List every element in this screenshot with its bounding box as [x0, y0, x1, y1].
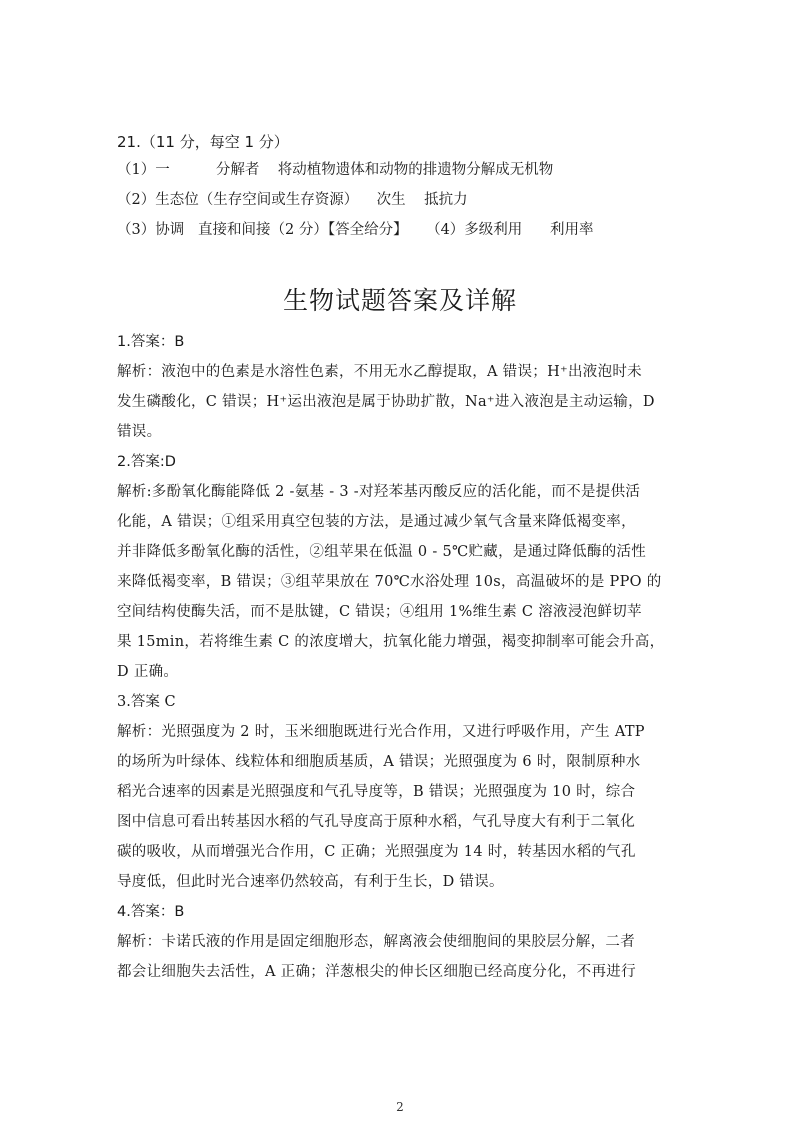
answer-1-label: 1.答案：B — [117, 334, 185, 350]
answers-body — [117, 327, 689, 987]
explanation-line: 的场所为叶绿体、线粒体和细胞质基质，A 错误；光照强度为 6 时，限制原种水 — [117, 754, 641, 770]
explanation-line: 解析：卡诺氏液的作用是固定细胞形态，解离液会使细胞间的果胶层分解，二者 — [117, 934, 635, 950]
answer-4-label: 4.答案：B — [117, 904, 185, 920]
explanation-line: 解析：液泡中的色素是水溶性色素，不用无水乙醇提取，A 错误；H⁺出液泡时未 — [117, 364, 642, 380]
answer-3-label: 3.答案 C — [117, 694, 176, 710]
answer-4-explanation — [117, 927, 689, 987]
question-21-title: 21.（11 分，每空 1 分） — [117, 133, 289, 151]
explanation-line: 图中信息可看出转基因水稻的气孔导度高于原种水稻，气孔导度大有利于二氧化 — [117, 814, 635, 830]
explanation-line: 导度低，但此时光合速率仍然较高，有利于生长，D 错误。 — [117, 874, 504, 890]
answer-2-label: 2.答案:D — [117, 454, 176, 470]
explanation-line: 果 15min，若将维生素 C 的浓度增大，抗氧化能力增强，褐变抑制率可能会升高， — [117, 634, 665, 650]
explanation-line: 碳的吸收，从而增强光合作用，C 正确；光照强度为 14 时，转基因水稻的气孔 — [117, 844, 636, 860]
page-title: 生物试题答案及详解 — [282, 286, 517, 315]
answer-1-explanation — [117, 357, 689, 447]
question-21-line-1: （1）一 分解者 将动植物遗体和动物的排遗物分解成无机物 — [117, 162, 554, 178]
explanation-line: 解析：光照强度为 2 时，玉米细胞既进行光合作用，又进行呼吸作用，产生 ATP — [117, 724, 645, 740]
explanation-line: 稻光合速率的因素是光照强度和气孔导度等，B 错误；光照强度为 10 时，综合 — [117, 784, 636, 800]
question-21-line-3: （3）协调 直接和间接（2 分）【答全给分】 （4）多级利用 利用率 — [117, 222, 594, 238]
answer-3-explanation — [117, 717, 689, 897]
explanation-line: 错误。 — [117, 424, 162, 440]
explanation-line: 解析:多酚氧化酶能降低 2 -氨基 - 3 -对羟苯基丙酸反应的活化能，而不是提供活 — [117, 484, 641, 500]
explanation-line: D 正确。 — [117, 664, 179, 680]
answer-2-explanation — [117, 477, 689, 687]
explanation-line: 发生磷酸化，C 错误；H⁺运出液泡是属于协助扩散，Na⁺进入液泡是主动运输，D — [117, 394, 655, 410]
question-21-answers — [117, 128, 717, 246]
explanation-line: 并非降低多酚氧化酶的活性，②组苹果在低温 0 - 5℃贮藏，是通过降低酶的活性 — [117, 544, 647, 560]
page-number: 2 — [396, 1100, 404, 1114]
explanation-line: 都会让细胞失去活性，A 正确；洋葱根尖的伸长区细胞已经高度分化，不再进行 — [117, 964, 636, 980]
question-21-line-2: （2）生态位（生存空间或生存资源） 次生 抵抗力 — [117, 192, 468, 208]
explanation-line: 来降低褐变率，B 错误；③组苹果放在 70℃水浴处理 10s，高温破坏的是 PPO 的 — [117, 574, 662, 590]
explanation-line: 空间结构使酶失活，而不是肽键，C 错误；④组用 1%维生素 C 溶液浸泡鲜切苹 — [117, 604, 642, 620]
explanation-line: 化能，A 错误；①组采用真空包装的方法，是通过减少氧气含量来降低褐变率， — [117, 514, 636, 530]
